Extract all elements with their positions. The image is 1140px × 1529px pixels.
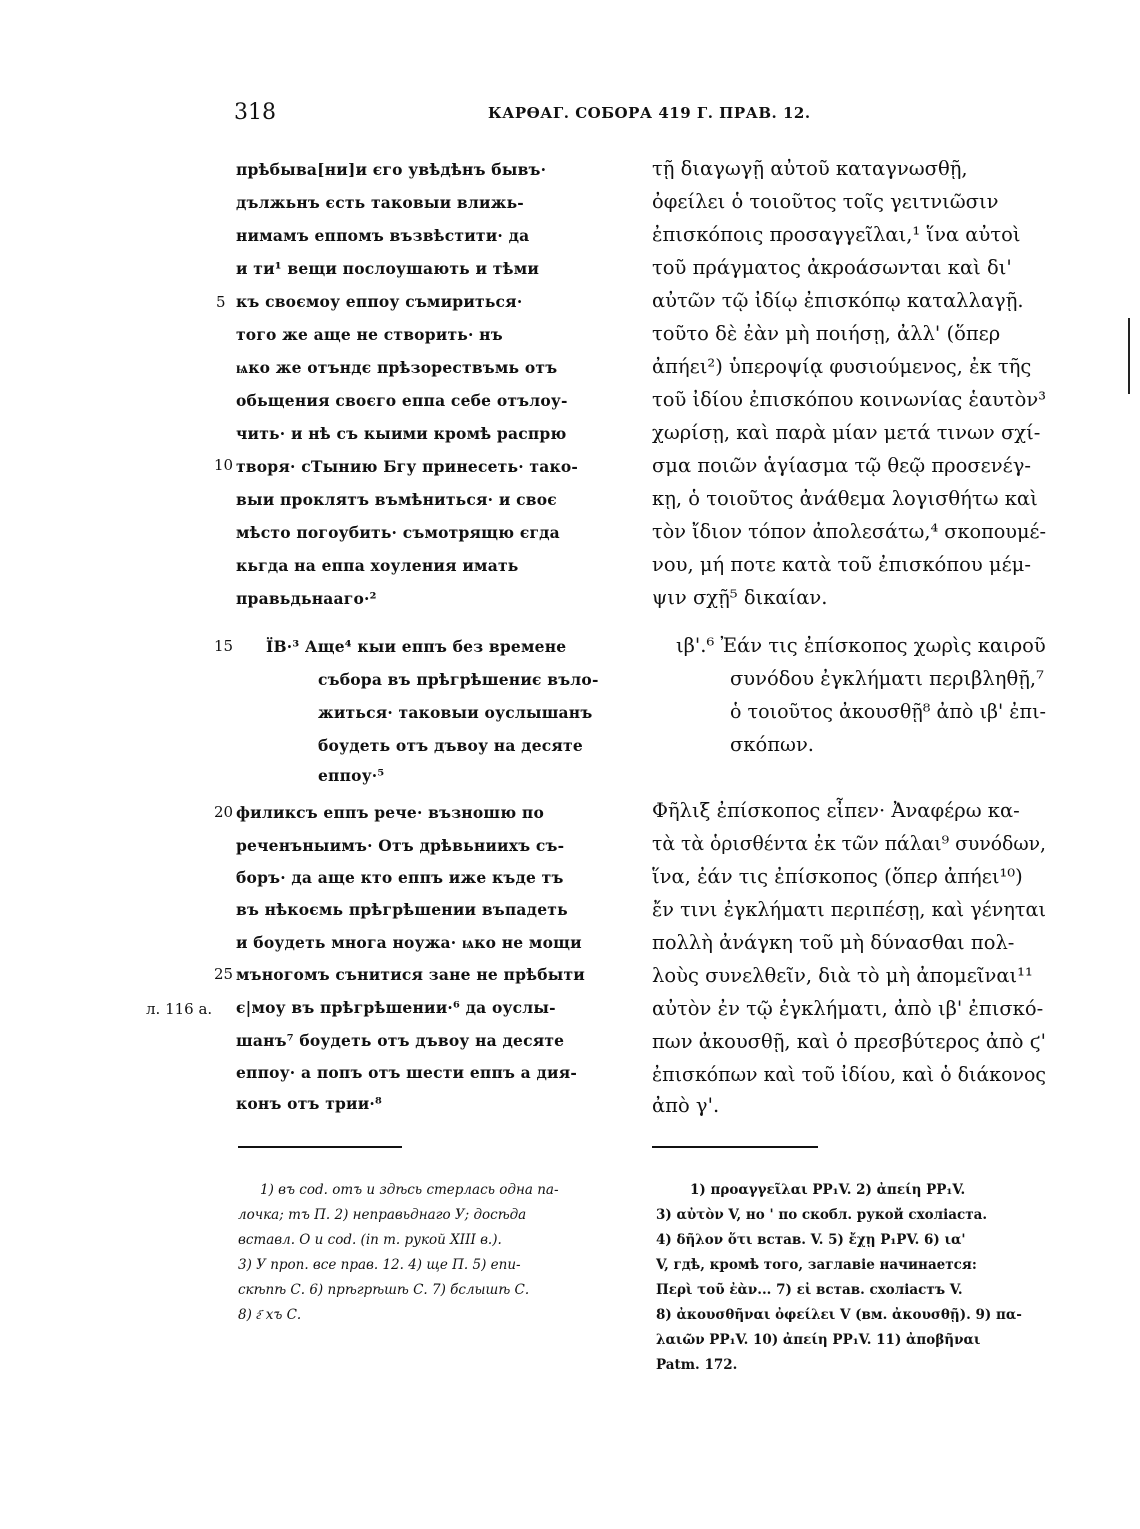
footnote-line: 4) δῆλον ὅτι встав. V. 5) ἔχῃ P₁PV. 6) ια' [656,1232,966,1248]
footnote-line: 3) У проп. все прав. 12. 4) ще П. 5) епи- [238,1257,521,1273]
slavonic-line: є|моу въ прѣгрѣшении·⁶ да оуслы- [236,998,556,1017]
slavonic-line: прѣбыва[ни]и єго увѣдѣнъ бывъ· [236,160,547,179]
greek-line: κῃ, ὁ τοιοῦτος ἀνάθεμα λογισθήτω καὶ [652,487,1038,510]
footnote-line: 1) въ cod. отъ и здѣсь стерлась одна па- [260,1182,559,1198]
footnote-line: λαιῶν PP₁V. 10) ἀπείη PP₁V. 11) ἀποβῆναι [656,1332,981,1348]
greek-line: σκόπων. [730,733,815,756]
slavonic-line: еппоу·⁵ [318,766,385,785]
page-number: 318 [234,100,276,125]
slavonic-line: чить· и нѣ съ кыими кромѣ распрю [236,424,567,443]
line-number: 15 [214,637,234,655]
slavonic-line: еппоу· а попъ отъ шести еппъ а дия- [236,1063,578,1082]
slavonic-line: филиксъ еппъ рече· възношю по [236,803,545,822]
greek-line: νου, μή ποτε κατὰ τοῦ ἐπισκόπου μέμ- [652,553,1031,576]
footnote-rule-right [652,1146,818,1148]
greek-line: ἵνα, ἐάν τις ἐπίσκοπος (ὅπερ ἀπήει¹⁰) [652,865,1023,888]
greek-line: συνόδου ἐγκλήματι περιβληθῇ,⁷ [730,667,1044,690]
slavonic-line: конъ отъ трии·⁸ [236,1094,383,1113]
greek-line: αὐτὸν ἐν τῷ ἐγκλήματι, ἀπὸ ιβ' ἐπισκό- [652,997,1044,1020]
slavonic-line: кьгда на еппа хоуления имать [236,556,519,575]
slavonic-line: боръ· да аще кто еппъ иже къде тъ [236,868,564,887]
slavonic-line: обьщения своєго еппа себе отълоу- [236,391,568,410]
line-number: 25 [214,965,234,983]
slavonic-line: къ своємоу еппоу съмириться· [236,292,523,311]
footnote-line: Patm. 172. [656,1357,738,1373]
page-edge-mark [1128,318,1130,394]
greek-line: ἀπὸ γ'. [652,1094,720,1117]
footnote-line: 8) г҃ хъ С. [238,1307,302,1323]
footnote-rule-left [238,1146,402,1148]
greek-line: σμα ποιῶν ἁγίασμα τῷ θεῷ προσενέγ- [652,454,1031,477]
greek-line: ιβ'.⁶ Ἐάν τις ἐπίσκοπος χωρὶς καιροῦ [676,634,1046,657]
greek-line: αὐτῶν τῷ ἰδίῳ ἐπισκόπῳ καταλλαγῇ. [652,289,1024,312]
slavonic-line: правьдьнааго·² [236,589,377,608]
greek-line: τὰ τὰ ὁρισθέντα ἐκ τῶν πάλαι⁹ συνόδων, [652,832,1046,855]
greek-line: τοῦτο δὲ ἐὰν μὴ ποιήσῃ, ἀλλ' (ὅπερ [652,322,1001,345]
slavonic-line: дължьнъ єсть таковыи влижь- [236,193,524,212]
slavonic-line: събора въ прѣгрѣшениє въло- [318,670,599,689]
greek-line: τῇ διαγωγῇ αὐτοῦ καταγνωσθῇ, [652,157,968,180]
slavonic-line: боудеть отъ дъвоу на десяте [318,736,583,755]
line-number: 10 [214,456,234,474]
greek-line: λοὺς συνελθεῖν, διὰ τὸ μὴ ἀπομεῖναι¹¹ [652,964,1033,987]
greek-line: ἀπήει²) ὑπεροψίᾳ φυσιούμενος, ἐκ τῆς [652,355,1032,378]
slavonic-line: шанъ⁷ боудеть отъ дъвоу на десяте [236,1031,565,1050]
slavonic-line: мъногомъ сънитися зане не прѣбыти [236,965,585,984]
greek-line: πολλὴ ἀνάγκη τοῦ μὴ δύνασθαι πολ- [652,931,1015,954]
greek-line: ἐπισκόπων καὶ τοῦ ἰδίου, καὶ ὁ διάκονος [652,1063,1046,1086]
slavonic-line: творя· сТынию Бгу принесеть· тако- [236,457,579,476]
greek-line: τοῦ ἰδίου ἐπισκόπου κοινωνίας ἑαυτὸν³ [652,388,1046,411]
slavonic-line: ѩко же отъндє прѣзорествъмь отъ [236,358,558,377]
greek-line: ψιν σχῇ⁵ δικαίαν. [652,586,828,609]
greek-line: ὀφείλει ὁ τοιοῦτος τοῖς γειτνιῶσιν [652,190,999,213]
slavonic-line: въ нѣкоємь прѣгрѣшении въпадеть [236,900,568,919]
greek-line: ἐπισκόποις προσαγγεῖλαι,¹ ἵνα αὐτοὶ [652,223,1021,246]
footnote-line: V, гдѣ, кромѣ того, заглавіе начинается: [656,1257,977,1273]
greek-line: τοῦ πράγματος ἀκροάσωνται καὶ δι' [652,256,1012,279]
greek-line: ἔν τινι ἐγκλήματι περιπέσῃ, καὶ γένηται [652,898,1046,921]
slavonic-line: нимамъ еппомъ възвѣстити· да [236,226,530,245]
footnote-line: 8) ἀκουσθῆναι ὀφείλει V (вм. ἀκουσθῇ). 9) πα- [656,1307,1022,1323]
footnote-line: 1) προαγγεῖλαι PP₁V. 2) ἀπείη PP₁V. [690,1182,966,1198]
footnote-line: 3) αὐτὸν V, но ' по скобл. рукой схоліаста. [656,1207,988,1223]
slavonic-line: реченъныимъ· Отъ дрѣвьниихъ съ- [236,836,565,855]
greek-line: τὸν ἴδιον τόπον ἀπολεσάτω,⁴ σκοπουμέ- [652,520,1046,543]
footnote-line: вставл. О и cod. (in m. рукой XIII в.). [238,1232,502,1248]
slavonic-line: выи проклятъ въмѣниться· и своє [236,490,557,509]
line-number: 5 [216,293,226,311]
slavonic-line: и ти¹ вещи послоушають и тѣми [236,259,540,278]
slavonic-line: ЇВ·³ Аще⁴ кыи еппъ без времене [266,637,567,656]
slavonic-line: мѣсто погоубить· съмотрящю єгда [236,523,560,542]
margin-note: л. 116 а. [146,1000,213,1018]
line-number: 20 [214,803,234,821]
greek-line: χωρίσῃ, καὶ παρὰ μίαν μετά τινων σχί- [652,421,1041,444]
slavonic-line: и боудеть многа ноужа· ѩко не мощи [236,933,582,952]
running-head: КАРѲАГ. СОБОРА 419 Г. ПРАВ. 12. [488,104,811,122]
greek-line: ὁ τοιοῦτος ἀκουσθῇ⁸ ἀπὸ ιβ' ἐπι- [730,700,1046,723]
greek-line: Φῆλιξ ἐπίσκοπος εἶπεν· Ἀναφέρω κα- [652,799,1020,822]
slavonic-line: житься· таковыи оуслышанъ [318,703,593,722]
footnote-line: скѣпѣ С. 6) прѣгрѣшѣ С. 7) бслышѣ С. [238,1282,530,1298]
greek-line: πων ἀκουσθῇ, καὶ ὁ πρεσβύτερος ἀπὸ ϛ' [652,1030,1046,1053]
slavonic-line: того же аще не створить· нъ [236,325,503,344]
footnote-line: Περὶ τοῦ ἐὰν... 7) εἰ встав. схоліастъ V. [656,1282,963,1298]
footnote-line: лочка; тъ П. 2) неправьднаго У; досѣда [238,1207,527,1223]
